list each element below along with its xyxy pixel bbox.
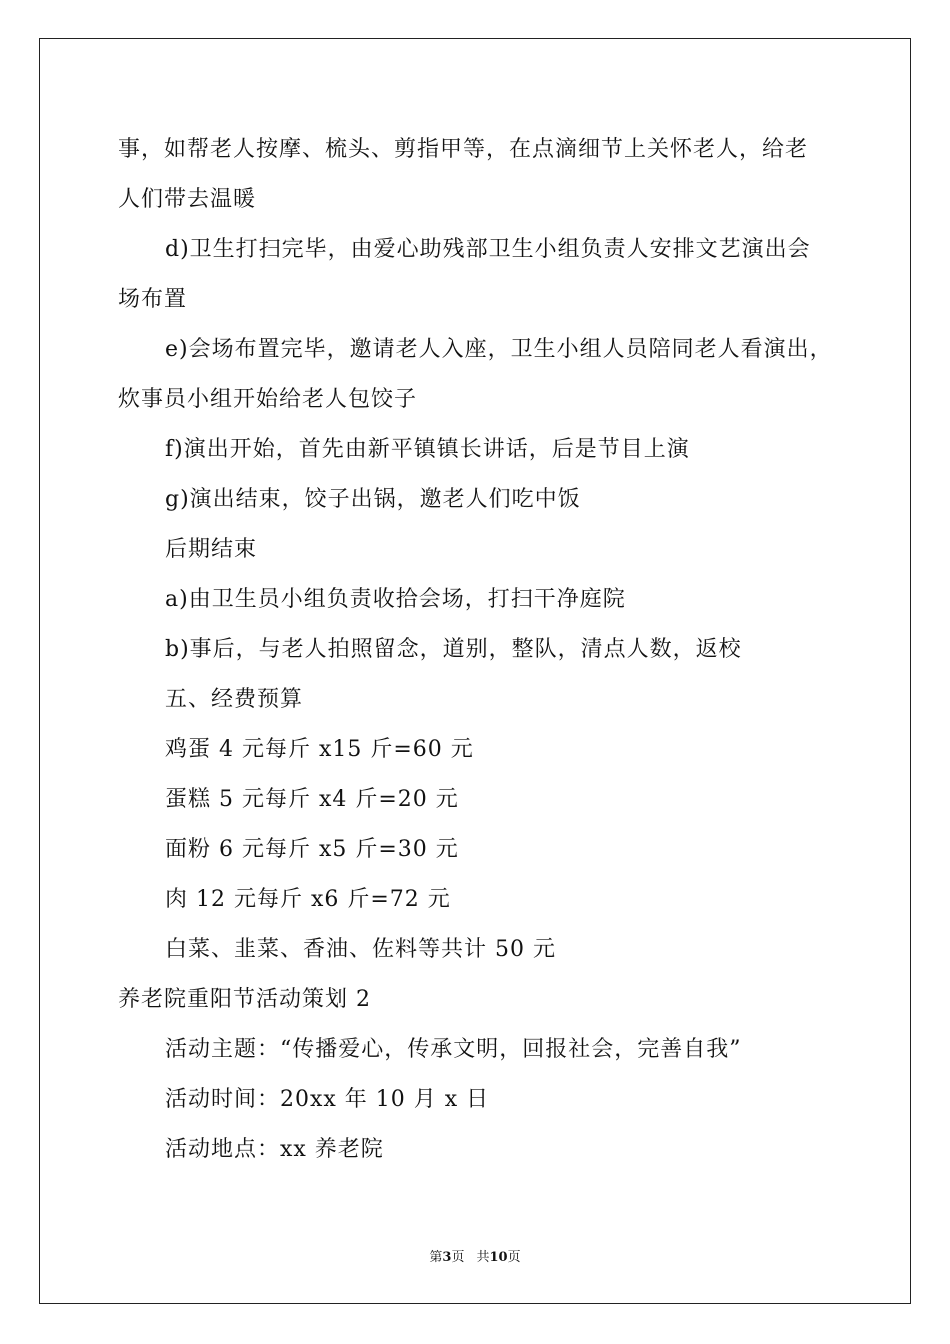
total-prefix: 共 xyxy=(476,1250,490,1265)
page-footer xyxy=(0,1246,950,1265)
text-line: g)演出结束，饺子出锅，邀老人们吃中饭 xyxy=(165,487,581,512)
text-line: 炊事员小组开始给老人包饺子 xyxy=(118,387,418,412)
text-line: f)演出开始，首先由新平镇镇长讲话，后是节目上演 xyxy=(165,437,690,462)
text-line: 活动时间：20xx 年 10 月 x 日 xyxy=(165,1087,490,1112)
budget-item: 白菜、韭菜、香油、佐料等共计 50 元 xyxy=(165,937,556,962)
page-number: 3 xyxy=(442,1250,452,1265)
text-line: e)会场布置完毕，邀请老人入座，卫生小组人员陪同老人看演出， xyxy=(165,337,833,362)
budget-item: 面粉 6 元每斤 x5 斤=30 元 xyxy=(165,837,459,862)
section-heading: 五、经费预算 xyxy=(165,687,304,712)
text-line: 场布置 xyxy=(118,287,188,312)
budget-item: 蛋糕 5 元每斤 x4 斤=20 元 xyxy=(165,787,459,812)
text-line: b)事后，与老人拍照留念，道别，整队，清点人数，返校 xyxy=(165,637,742,662)
text-line: 人们带去温暖 xyxy=(118,187,257,212)
text-line: 活动地点：xx 养老院 xyxy=(165,1137,384,1162)
text-line: d)卫生打扫完毕，由爱心助残部卫生小组负责人安排文艺演出会 xyxy=(165,237,811,262)
total-suffix: 页 xyxy=(507,1250,521,1265)
page-suffix: 页 xyxy=(451,1250,465,1265)
document-subtitle: 养老院重阳节活动策划 2 xyxy=(118,987,371,1012)
text-line: 活动主题：“传播爱心，传承文明，回报社会，完善自我” xyxy=(165,1037,742,1062)
text-line: 事，如帮老人按摩、梳头、剪指甲等，在点滴细节上关怀老人，给老 xyxy=(118,137,809,162)
section-heading: 后期结束 xyxy=(165,537,258,562)
total-pages: 10 xyxy=(489,1250,508,1265)
budget-item: 鸡蛋 4 元每斤 x15 斤=60 元 xyxy=(165,737,474,762)
page-prefix: 第 xyxy=(429,1250,443,1265)
document-body xyxy=(118,130,878,1180)
budget-item: 肉 12 元每斤 x6 斤=72 元 xyxy=(165,887,451,912)
text-line: a)由卫生员小组负责收拾会场，打扫干净庭院 xyxy=(165,587,626,612)
